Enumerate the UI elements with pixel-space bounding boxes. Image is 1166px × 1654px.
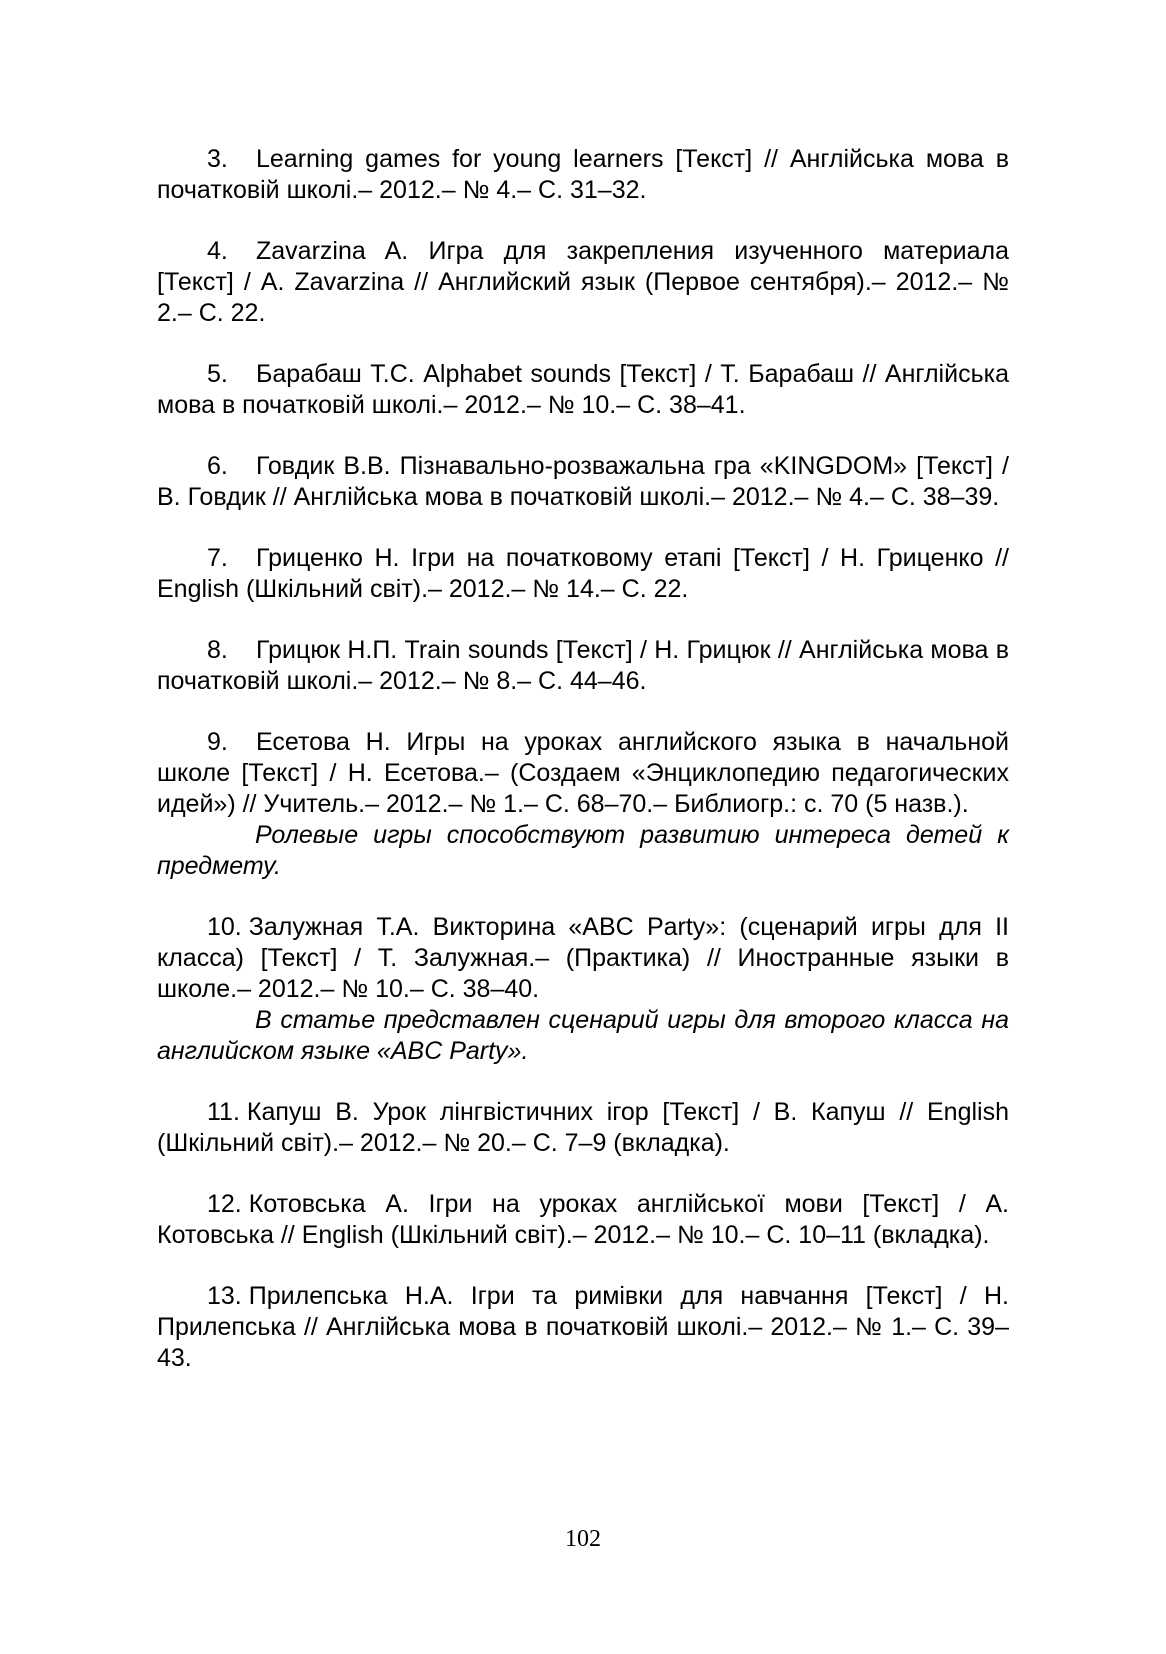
entry-text: Грицюк Н.П. Train sounds [Текст] / Н. Грицюк // Англійська мова в початковій школі.– 2012.– № 8.– С. 44–46. xyxy=(157,636,1009,695)
entry-number: 5. xyxy=(207,360,228,388)
entry-citation xyxy=(157,1189,1009,1251)
entry-citation xyxy=(157,727,1009,820)
bibliography-entry xyxy=(157,912,1009,1067)
entry-citation xyxy=(157,1281,1009,1374)
entry-text: Гриценко Н. Ігри на початковому етапі [Текст] / Н. Гриценко // English (Шкільний світ).– 2012.– № 14.– С. 22. xyxy=(157,544,1009,603)
entry-text: Zavarzina A. Игра для закрепления изученного материала [Текст] / A. Zavarzina // Английский язык (Первое сентября).– 2012.– № 2.– С. 22. xyxy=(157,237,1009,327)
bibliography-entry xyxy=(157,543,1009,605)
entry-number: 13. xyxy=(207,1282,242,1310)
entry-text: Котовська А. Ігри на уроках англійської мови [Текст] / А. Котовська // English (Шкільний світ).– 2012.– № 10.– С. 10–11 (вкладка). xyxy=(157,1190,1009,1249)
bibliography-entry xyxy=(157,1097,1009,1159)
entry-citation xyxy=(157,359,1009,421)
entry-text: Залужная Т.А. Викторина «ABC Party»: (сценарий игры для II класса) [Текст] / Т. Залужная.– (Практика) // Иностранные языки в школе.– 2012.– № 10.– С. 38–40. xyxy=(157,913,1009,1003)
entry-text: Барабаш Т.С. Alphabet sounds [Текст] / Т. Барабаш // Англійська мова в початковій школі.– 2012.– № 10.– С. 38–41. xyxy=(157,360,1009,419)
entry-text: Прилепська Н.А. Ігри та римівки для навчання [Текст] / Н. Прилепська // Англійська мова в початковій школі.– 2012.– № 1.– С. 39–43. xyxy=(157,1282,1009,1372)
bibliography-entry xyxy=(157,727,1009,882)
entry-annotation: В статье представлен сценарий игры для второго класса на английском языке «ABC Party». xyxy=(157,1006,1009,1065)
bibliography-entry xyxy=(157,359,1009,421)
bibliography-list xyxy=(157,144,1009,1404)
entry-text: Есетова Н. Игры на уроках английского языка в начальной школе [Текст] / Н. Есетова.– (Создаем «Энциклопедию педагогических идей») // Учитель.– 2012.– № 1.– С. 68–70.– Библиогр.: с. 70 (5 назв.). xyxy=(157,728,1009,818)
entry-citation xyxy=(157,543,1009,605)
bibliography-entry xyxy=(157,1281,1009,1374)
entry-number: 4. xyxy=(207,237,228,265)
entry-citation xyxy=(157,1097,1009,1159)
entry-number: 10. xyxy=(207,913,242,941)
entry-citation xyxy=(157,635,1009,697)
entry-text: Капуш В. Урок лінгвістичних ігор [Текст] / В. Капуш // English (Шкільний світ).– 2012.– № 20.– С. 7–9 (вкладка). xyxy=(157,1098,1009,1157)
entry-citation xyxy=(157,451,1009,513)
page-number: 102 xyxy=(565,1526,601,1552)
entry-citation xyxy=(157,912,1009,1005)
bibliography-entry xyxy=(157,451,1009,513)
entry-text: Learning games for young learners [Текст] // Англійська мова в початковій школі.– 2012.– № 4.– С. 31–32. xyxy=(157,145,1009,204)
entry-annotation: Ролевые игры способствуют развитию интереса детей к предмету. xyxy=(157,821,1009,880)
bibliography-entry xyxy=(157,635,1009,697)
bibliography-entry xyxy=(157,144,1009,206)
bibliography-entry xyxy=(157,1189,1009,1251)
entry-citation xyxy=(157,236,1009,329)
entry-number: 11. xyxy=(207,1098,240,1126)
entry-number: 6. xyxy=(207,452,228,480)
entry-text: Говдик В.В. Пізнавально-розважальна гра «KINGDOM» [Текст] / В. Говдик // Англійська мова в початковій школі.– 2012.– № 4.– С. 38–39. xyxy=(157,452,1009,511)
entry-number: 12. xyxy=(207,1190,242,1218)
bibliography-entry xyxy=(157,236,1009,329)
entry-citation xyxy=(157,144,1009,206)
entry-number: 9. xyxy=(207,728,228,756)
entry-number: 3. xyxy=(207,145,228,173)
entry-number: 8. xyxy=(207,636,228,664)
entry-number: 7. xyxy=(207,544,228,572)
